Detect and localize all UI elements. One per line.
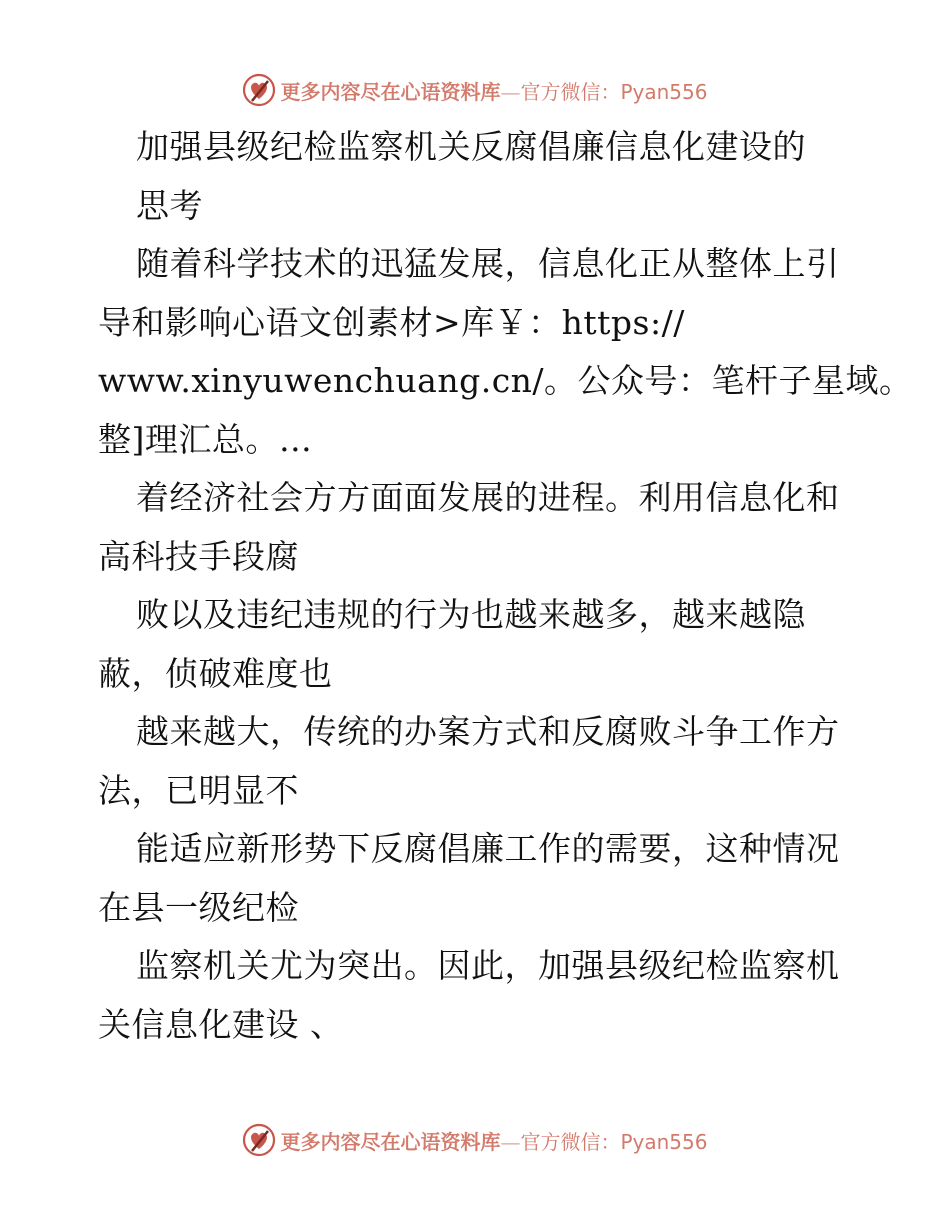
paragraph-line: 随着科学技术的迅猛发展，信息化正从整体上引 [136,244,840,283]
paragraph-line: 败以及违纪违规的行为也越来越多，越来越隐 [136,595,806,634]
header-banner-text: 更多内容尽在心语资料库—官方微信：Pyan556 [280,79,708,104]
footer-banner [0,1120,950,1160]
paragraph-line: 越来越大，传统的办案方式和反腐败斗争工作方 [136,712,840,751]
paragraph-line: 法，已明显不 [98,770,299,810]
paragraph-line: 在县一级纪检 [98,887,299,927]
heart-pen-logo-icon [242,73,276,107]
title-line-2: 思考 [136,185,203,225]
paragraph-line: 关信息化建设 、 [98,1004,344,1044]
paragraph-line: 高科技手段腐 [98,536,299,576]
footer-banner-text: 更多内容尽在心语资料库—官方微信：Pyan556 [280,1129,708,1154]
header-banner [0,70,950,110]
heart-pen-logo-icon [242,1123,276,1157]
paragraph-line: 监察机关尤为突出。因此，加强县级纪检监察机 [136,946,840,985]
paragraph-line: 着经济社会方方面面发展的进程。利用信息化和 [136,478,840,517]
document-body [98,118,913,1054]
paragraph-line: 能适应新形势下反腐倡廉工作的需要，这种情况 [136,829,840,868]
paragraph-line: 导和影响心语文创素材>库￥：https:// [98,302,685,342]
paragraph-line: 蔽，侦破难度也 [98,653,333,693]
title-line-1: 加强县级纪检监察机关反腐倡廉信息化建设的 [136,127,806,166]
paragraph-line: www.xinyuwenchuang.cn/。公众号：笔杆子星域。 [98,361,913,400]
paragraph-line: 整]理汇总。… [98,419,313,459]
